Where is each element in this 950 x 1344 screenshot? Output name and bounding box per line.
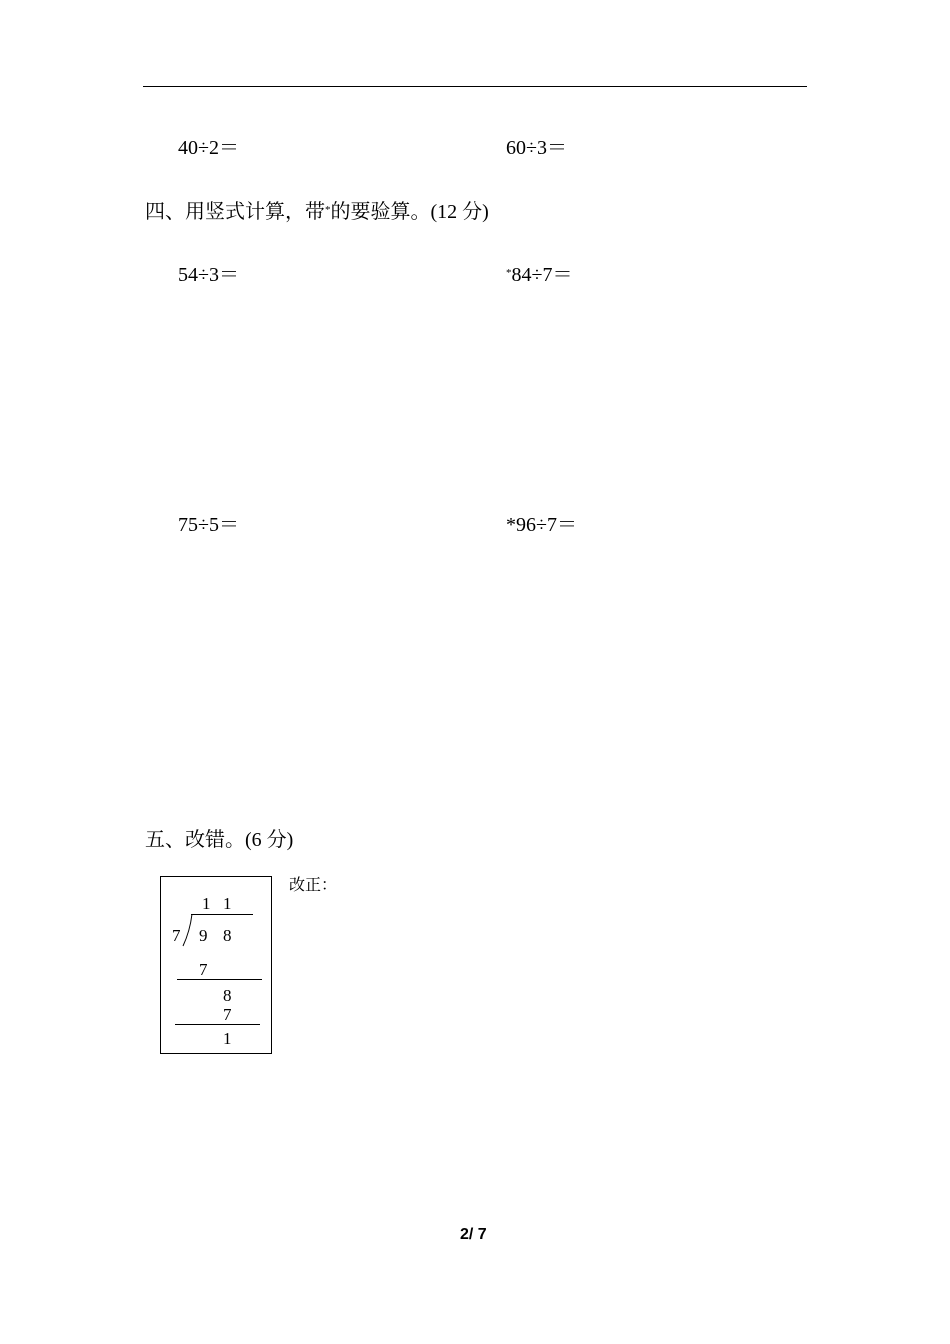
step1-bring-down: 8 [223, 986, 232, 1005]
problem-54-div-3 [178, 263, 239, 287]
section-4-heading-text-b: 的要验算。(12 分) [330, 201, 489, 223]
problem-96-div-7 [506, 513, 577, 537]
problem-star: * [506, 267, 512, 279]
page-number: 2/ 7 [460, 1226, 487, 1243]
long-division-box [160, 876, 272, 1054]
expression-40-div-2: 40÷2＝ [178, 137, 239, 159]
division-bracket [181, 913, 195, 947]
quotient-digit-1: 1 [202, 894, 211, 913]
step2-subtrahend: 7 [223, 1005, 232, 1024]
step2-line [175, 1024, 260, 1025]
header-rule [143, 86, 807, 87]
problem-84-div-7 [506, 263, 572, 287]
expression-60-div-3: 60÷3＝ [506, 137, 567, 159]
division-bar [191, 914, 253, 915]
section-4-heading-text-a: 四、用竖式计算，带 [145, 201, 325, 223]
step1-subtrahend: 7 [199, 960, 208, 979]
dividend-digit-2: 8 [223, 926, 232, 945]
quotient-digit-2: 1 [223, 894, 232, 913]
section-5-heading: 五、改错。(6 分) [145, 829, 294, 851]
step1-line [177, 979, 262, 980]
problem-text: 54÷3＝ [178, 264, 239, 286]
section-4-heading [145, 200, 489, 224]
problem-text: 84÷7＝ [511, 264, 573, 286]
problem-75-div-5 [178, 513, 239, 537]
problem-text: *96÷7＝ [506, 514, 577, 536]
problem-text: 75÷5＝ [178, 514, 239, 536]
dividend-digit-1: 9 [199, 926, 208, 945]
section-4-heading-star: * [325, 204, 331, 216]
remainder: 1 [223, 1029, 232, 1048]
correction-label: 改正： [289, 877, 338, 894]
divisor: 7 [172, 926, 181, 945]
